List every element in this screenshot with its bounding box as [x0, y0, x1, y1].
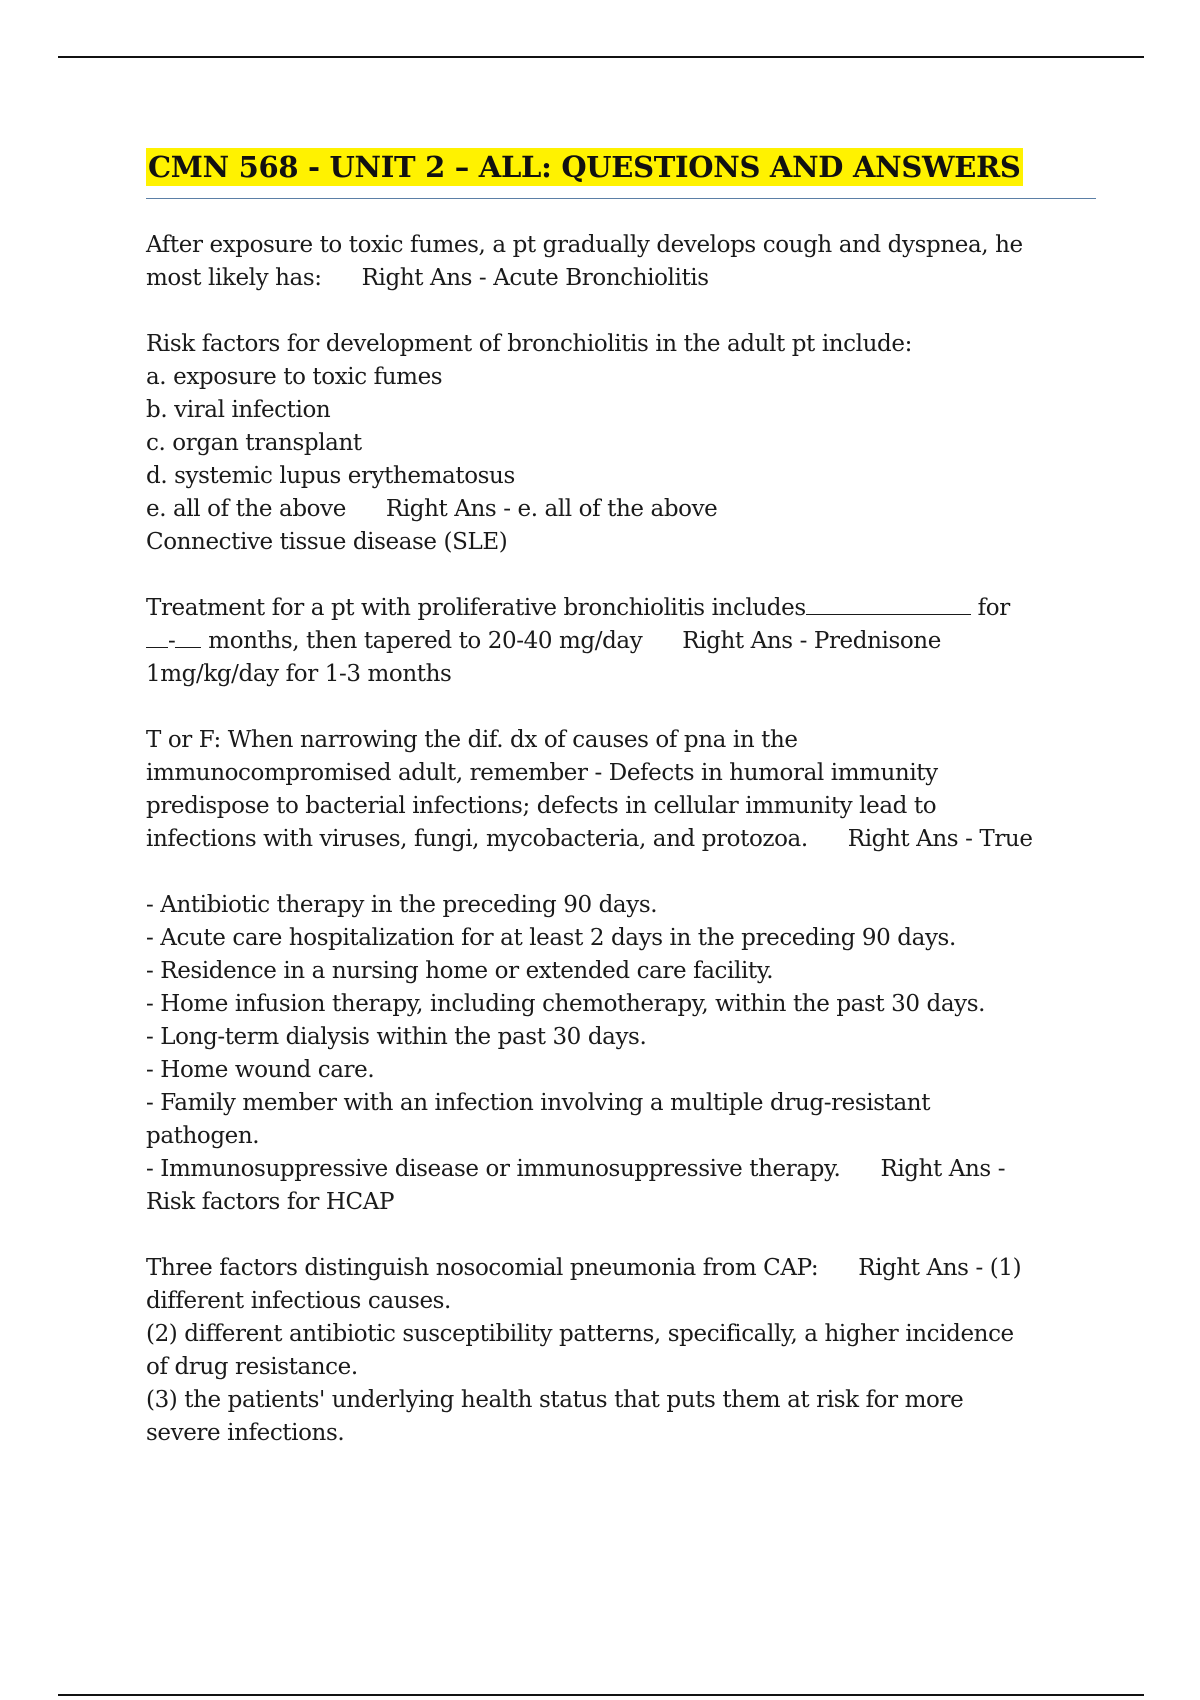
option-d: d. systemic lupus erythematosus [146, 463, 515, 489]
qa-item-1 [146, 229, 1096, 295]
blank-separator: - [168, 628, 176, 654]
list-item: - Family member with an infection involving a multiple drug-resistant [146, 1090, 931, 1116]
page-title: CMN 568 - UNIT 2 – ALL: QUESTIONS AND ANSWERS [148, 150, 1021, 184]
option-a: a. exposure to toxic fumes [146, 364, 443, 390]
question-text: Risk factors for development of bronchiolitis in the adult pt include: [146, 331, 912, 357]
answer-text: 1mg/kg/day for 1-3 months [146, 661, 452, 687]
question-text: Treatment for a pt with proliferative bronchiolitis includes [146, 595, 806, 621]
answer-text: of drug resistance. [146, 1354, 358, 1380]
list-item: - Residence in a nursing home or extended care facility. [146, 958, 774, 984]
option-e: e. all of the above [146, 496, 346, 522]
question-text: T or F: When narrowing the dif. dx of causes of pna in the [146, 727, 798, 753]
qa-item-2 [146, 328, 1096, 559]
qa-item-4 [146, 724, 1096, 856]
question-line [146, 592, 1096, 625]
list-item: - Long-term dialysis within the past 30 days. [146, 1024, 647, 1050]
answer-text: (3) the patients' underlying health status that puts them at risk for more [146, 1387, 964, 1413]
header-rule [58, 56, 1144, 58]
question-text: immunocompromised adult, remember - Defects in humoral immunity [146, 760, 938, 786]
answer-text: severe infections. [146, 1420, 345, 1446]
answer-text: (2) different antibiotic susceptibility patterns, specifically, a higher incidence [146, 1321, 1014, 1347]
answer-text: Right Ans - [880, 1156, 1006, 1182]
answer-text: Right Ans - Acute Bronchiolitis [361, 265, 709, 291]
qa-item-6 [146, 1252, 1096, 1450]
question-line [146, 823, 1096, 856]
answer-text: different infectious causes. [146, 1288, 451, 1314]
question-text: Three factors distinguish nosocomial pneumonia from CAP: [146, 1255, 819, 1281]
question-text: predispose to bacterial infections; defects in cellular immunity lead to [146, 793, 937, 819]
fill-in-blank [175, 625, 201, 648]
qa-item-5 [146, 889, 1096, 1219]
footer-rule [58, 1694, 1144, 1696]
question-line [146, 625, 1096, 658]
answer-text: Right Ans - e. all of the above [385, 496, 718, 522]
question-text: most likely has: [146, 265, 322, 291]
list-item: pathogen. [146, 1123, 260, 1149]
list-item-last [146, 1153, 1096, 1186]
answer-text: Right Ans - True [847, 826, 1033, 852]
title-block [146, 146, 1096, 199]
answer-text: Risk factors for HCAP [146, 1189, 395, 1215]
question-text: for [977, 595, 1010, 621]
list-item: - Immunosuppressive disease or immunosuppressive therapy. [146, 1156, 841, 1182]
answer-text: Right Ans - (1) [858, 1255, 1022, 1281]
answer-text: Right Ans - Prednisone [682, 628, 941, 654]
list-item: - Home infusion therapy, including chemotherapy, within the past 30 days. [146, 991, 986, 1017]
question-text: After exposure to toxic fumes, a pt gradually develops cough and dyspnea, he [146, 232, 1023, 258]
document-body [146, 146, 1096, 1483]
question-text: infections with viruses, fungi, mycobacteria, and protozoa. [146, 826, 808, 852]
list-item: - Home wound care. [146, 1057, 375, 1083]
answer-note: Connective tissue disease (SLE) [146, 529, 508, 555]
question-line [146, 1252, 1096, 1285]
option-b: b. viral infection [146, 397, 331, 423]
option-line-e [146, 493, 1096, 526]
qa-item-3 [146, 592, 1096, 691]
option-c: c. organ transplant [146, 430, 362, 456]
list-item: - Acute care hospitalization for at least 2 days in the preceding 90 days. [146, 925, 956, 951]
fill-in-blank [806, 592, 971, 615]
fill-in-blank [146, 625, 168, 648]
question-line [146, 262, 1096, 295]
question-text: months, then tapered to 20-40 mg/day [208, 628, 643, 654]
list-item: - Antibiotic therapy in the preceding 90 days. [146, 892, 658, 918]
